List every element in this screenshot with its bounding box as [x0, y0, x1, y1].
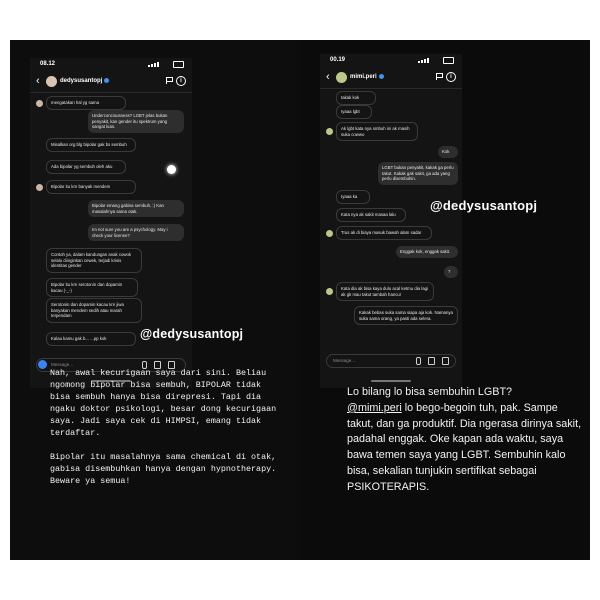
- message-received: Ada bipolar yg sembuh oleh aku: [46, 160, 126, 174]
- battery-icon: [443, 57, 454, 64]
- status-bar: [40, 61, 184, 71]
- info-icon[interactable]: i: [176, 76, 186, 86]
- right-panel: [300, 40, 590, 560]
- message-received: Bipolar itu krn serotonin dan dopamin kacau (-_-): [46, 278, 138, 297]
- sender-avatar: [36, 184, 43, 191]
- chat-username[interactable]: mimi.peri: [350, 74, 384, 80]
- message-sent: Im not sure you are a psychology. May i check your license?: [88, 224, 184, 241]
- flag-icon[interactable]: [436, 73, 442, 80]
- caption-paragraph: Bipolar itu masalahnya sama chemical di otak, gabisa disembuhkan hanya dengan hypnotherapy. Beware ya semua!: [50, 452, 277, 486]
- flag-icon[interactable]: [166, 77, 172, 84]
- message-sent: Enggak kok, enggak sakit.: [396, 246, 458, 258]
- chat-username[interactable]: dedysusantopj: [60, 78, 109, 84]
- message-received: Iyaaa ka: [336, 190, 370, 204]
- message-sent: Underconciousness? LGBT jelas bukan penyakit, kan gender itu spektrum yang sangat luas.: [88, 110, 184, 133]
- message-received: Kalau kamu gak b... ...pp kok: [46, 332, 136, 346]
- sender-avatar: [326, 230, 333, 237]
- message-received: Kata nya ak sakit masaa lalu: [336, 208, 406, 222]
- message-received: Bipolar itu krn banyak mendem: [46, 180, 136, 194]
- message-received: Trus ak di biaya masuk bawah alam sadar: [336, 226, 432, 240]
- status-bar: [330, 57, 454, 67]
- verified-badge-icon: [104, 78, 109, 83]
- message-placeholder: Message...: [51, 362, 74, 367]
- signal-icon: [418, 57, 440, 63]
- caption-paragraph: Nah, awal kecurigaan saya dari sini. Beliau ngomong bipolar bisa sembuh, BIPOLAR tidak bisa sembuh hanya bisa direpresi. Tapi dia ngaku doktor psikologi, besar dong kecurigaan saya. Jadi saya cek di HIMPSI, emang tidak terdaftar.: [50, 368, 277, 438]
- message-received: takak kok: [336, 91, 376, 105]
- caption-text: lo bego-begoin tuh, pak. Sampe takut, dan ga produktif. Dia ngerasa dirinya sakit, padahal enggak. Oke kapan ada waktu, saya bawa temen saya yang LGBT. Sembuhin kalo bisa, sekalian tunjukin sertifikat sebagai PSIKOTERAPIS.: [347, 401, 582, 493]
- chat-header: [320, 70, 462, 89]
- watermark-handle: @dedysusantopj: [430, 198, 538, 213]
- message-sent: Bipolar emang gabisa sembuh, :) Kan masalahnya sama otak.: [88, 200, 184, 217]
- status-time: 08.12: [40, 61, 56, 67]
- sender-avatar: [36, 100, 43, 107]
- gallery-icon[interactable]: [428, 357, 435, 365]
- message-input[interactable]: [326, 354, 456, 368]
- message-received: mengatakan hal yg sama: [46, 96, 126, 110]
- message-received: Iyaaa lgbt: [336, 105, 372, 119]
- message-received: Kata dia ak bisa kaya dulu acal ketmu dia lagi ak gk mau takut tambah hancur: [336, 282, 434, 301]
- message-received: Misalkan org blg bipolar gak bs sembuh: [46, 138, 136, 152]
- sender-avatar: [326, 128, 333, 135]
- home-indicator: [371, 380, 411, 382]
- caption-line: Lo bilang lo bisa sembuhin LGBT?: [347, 386, 513, 398]
- sticker-icon[interactable]: [442, 357, 449, 365]
- microphone-icon[interactable]: [416, 357, 421, 365]
- message-received: Serotonin dan dopamin kacau krn jiwa banyakan mendem sedih atau marah terpendam: [46, 298, 142, 323]
- message-sent: Kok: [438, 146, 458, 158]
- message-sent: LGBT bukan penyakit, kakak ga perlu takut. Kakak gak sakit, ga ada yang perlu disembuhin.: [378, 162, 458, 185]
- mention-link[interactable]: @mimi.peri: [347, 401, 402, 414]
- camera-icon[interactable]: [38, 360, 47, 369]
- chat-header: [30, 74, 192, 93]
- message-received: Ak lgbt kata nya smbuh ini ak masih suka cowwo: [336, 122, 418, 141]
- verified-badge-icon: [379, 74, 384, 79]
- message-received: Contoh ya, dalam kandungan anak cowok selalu diinginkan cewek, terjadi krisis identitas gender: [46, 248, 142, 273]
- back-arrow-icon[interactable]: ‹: [326, 71, 330, 83]
- message-placeholder: Message...: [333, 358, 356, 363]
- watermark-handle: @dedysusantopj: [140, 327, 244, 341]
- status-time: 00.19: [330, 57, 346, 63]
- message-sent: ?: [444, 266, 458, 278]
- caption-body: [347, 401, 587, 496]
- right-phone-screenshot: [320, 54, 462, 388]
- sender-avatar: [326, 288, 333, 295]
- right-caption: [347, 385, 587, 496]
- back-arrow-icon[interactable]: ‹: [36, 75, 40, 87]
- left-panel: [10, 40, 300, 560]
- avatar[interactable]: [46, 76, 57, 87]
- left-caption: [50, 367, 285, 499]
- info-icon[interactable]: i: [446, 72, 456, 82]
- message-received: Kakak bebas suka sama siapa aja kok. Namanya suka sama orang, ya pasti ada selera.: [354, 306, 458, 325]
- signal-icon: [148, 61, 170, 67]
- touch-indicator-dot: [167, 165, 176, 174]
- avatar[interactable]: [336, 72, 347, 83]
- battery-icon: [173, 61, 184, 68]
